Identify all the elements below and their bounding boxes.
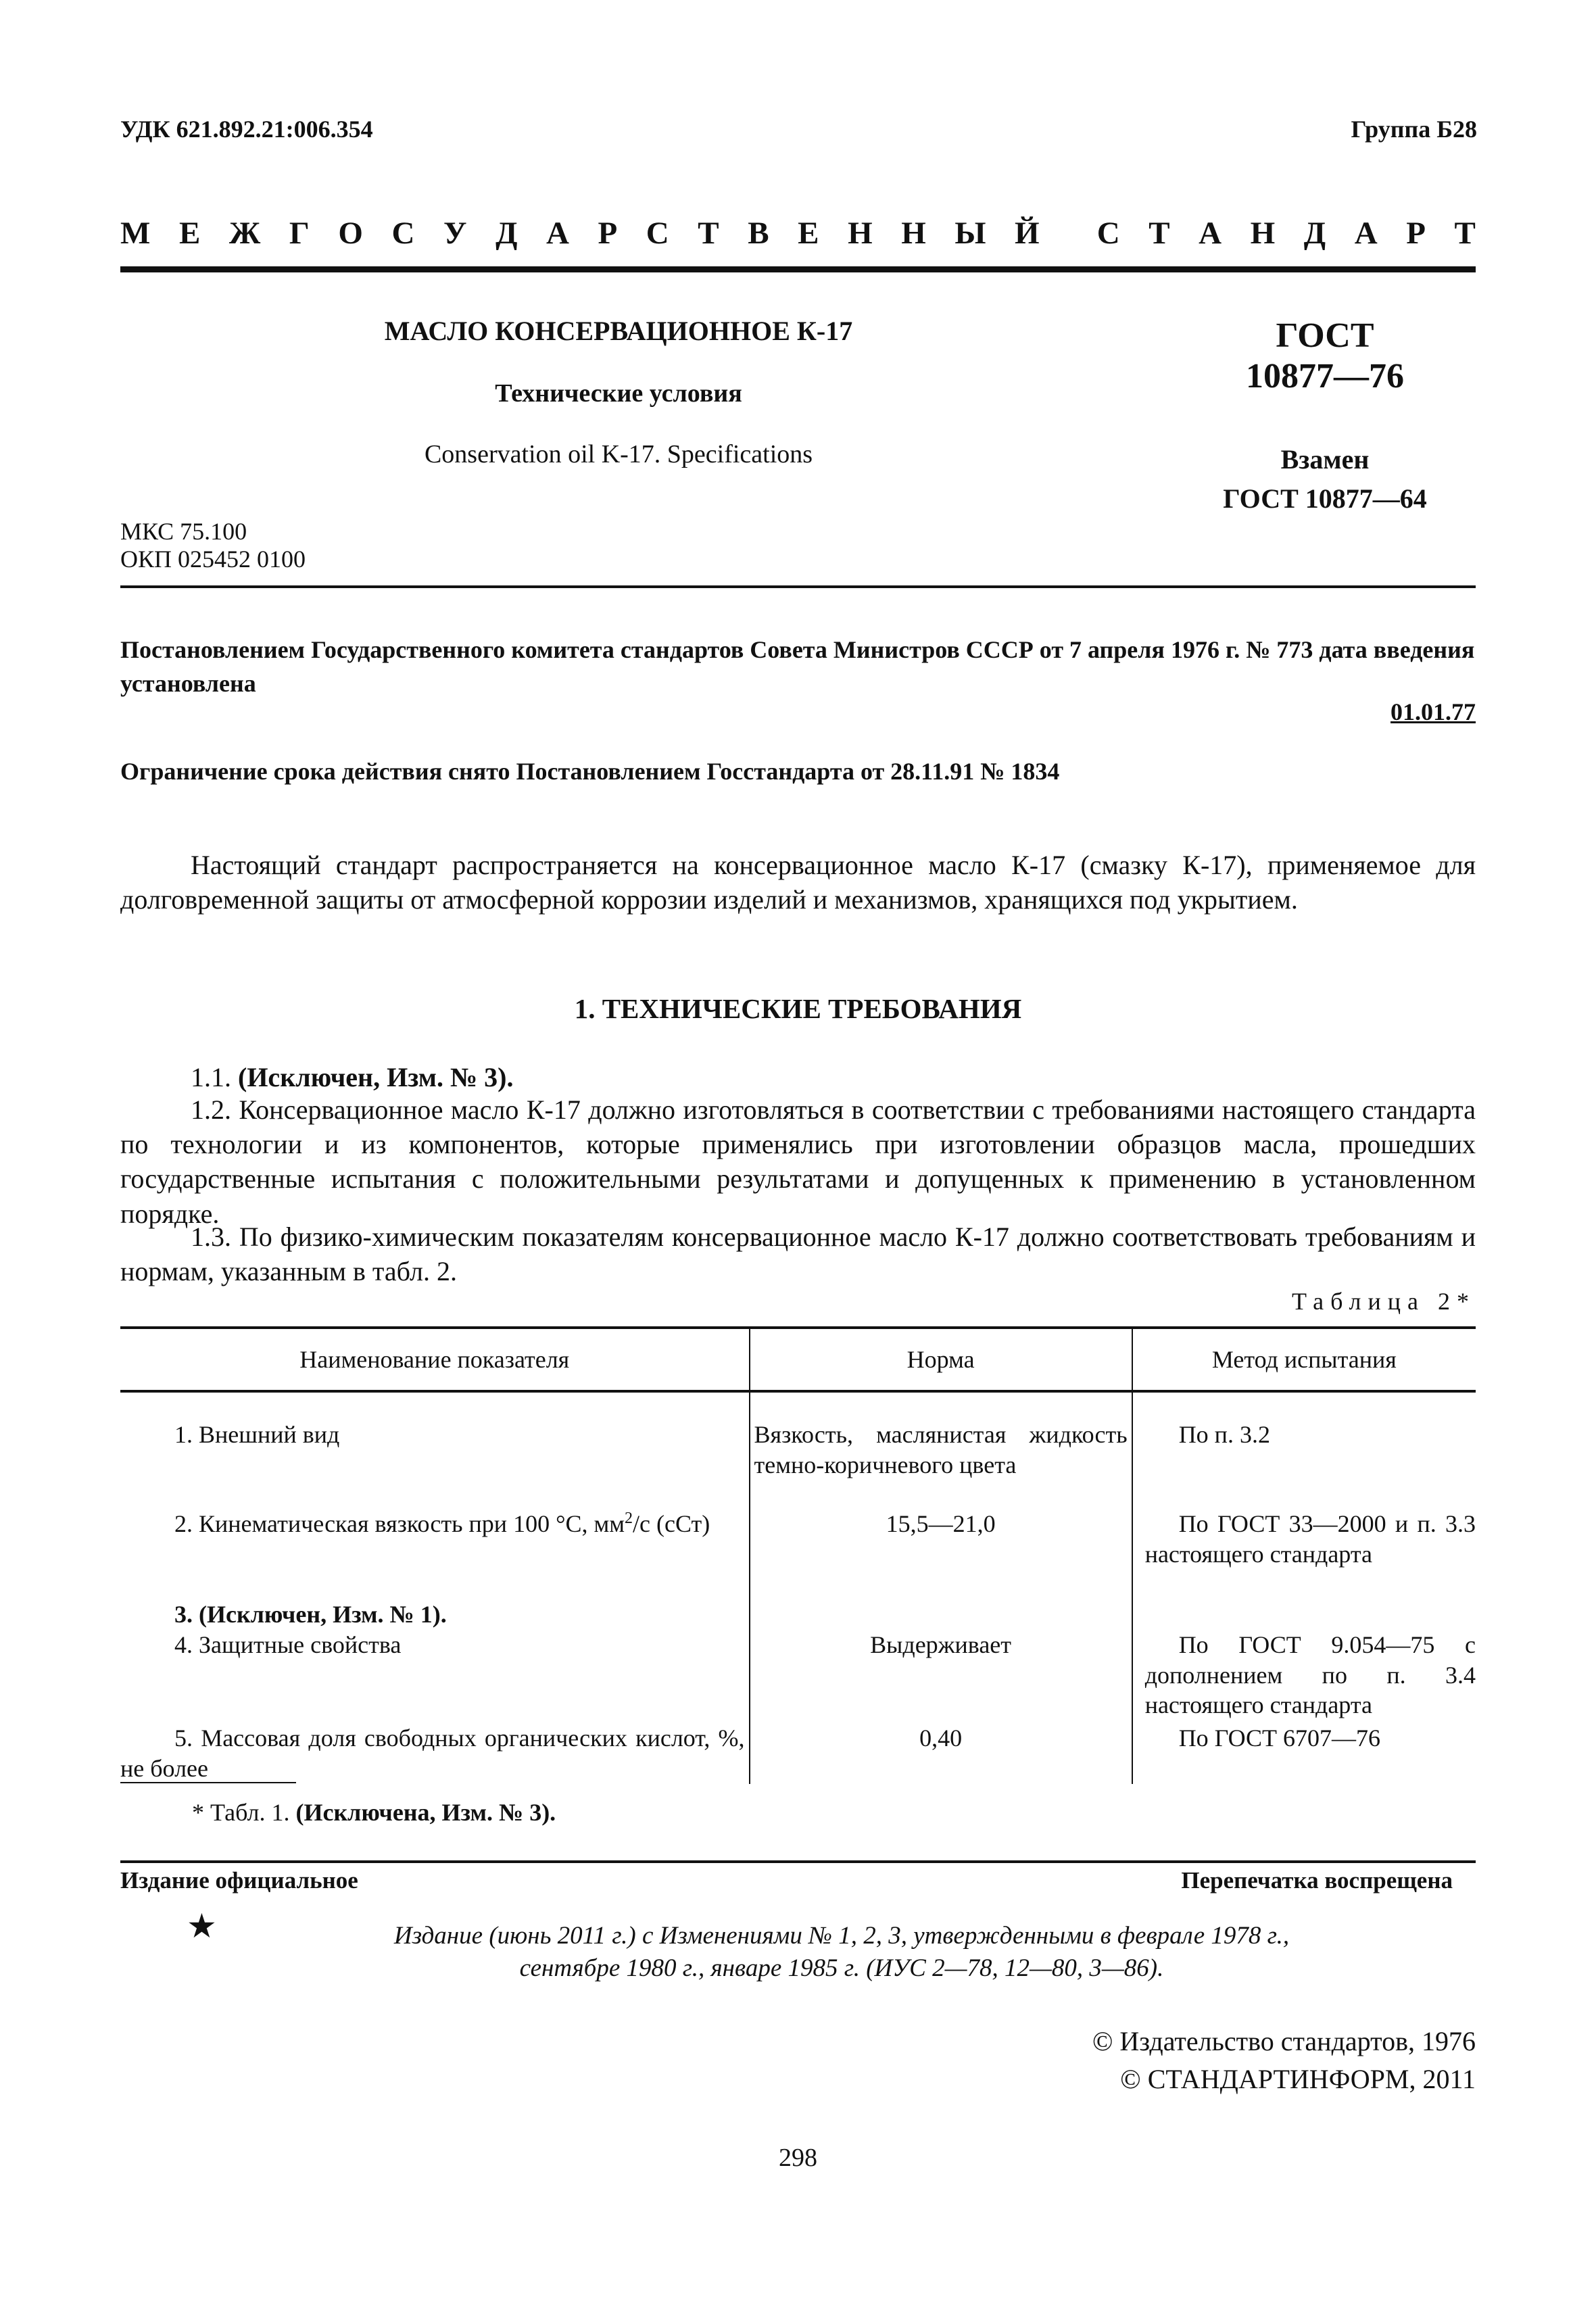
banner-letter: Н (1250, 216, 1276, 251)
specification-table (120, 1326, 1476, 1784)
banner-letter: У (443, 216, 467, 251)
banner-letter: С (391, 216, 415, 251)
classification-codes (120, 518, 306, 574)
banner-letter: Д (495, 216, 518, 251)
udk-code: УДК 621.892.21:006.354 (120, 116, 373, 143)
row-norm: 15,5—21,0 (750, 1509, 1132, 1599)
page-number: 298 (779, 2144, 817, 2172)
column-header-method: Метод испытания (1132, 1328, 1476, 1391)
copyright-2011: © СТАНДАРТИНФОРМ, 2011 (1120, 2064, 1476, 2094)
row-method: По ГОСТ 9.054—75 с дополнением по п. 3.4 настоящего стандарта (1144, 1631, 1476, 1719)
row-method (1132, 1599, 1476, 1630)
banner-letter: Й (1015, 216, 1040, 251)
banner-letter: Г (289, 216, 310, 251)
column-header-norm: Норма (750, 1328, 1132, 1391)
footer-rule (120, 1860, 1476, 1863)
official-edition-label: Издание официальное (120, 1867, 358, 1893)
banner-letter: М (120, 216, 151, 251)
copyright-1976: © Издательство стандартов, 1976 (1092, 2026, 1476, 2056)
star-icon: ★ (187, 1907, 217, 1945)
row-norm: 0,40 (750, 1723, 1132, 1784)
banner-letter: А (1199, 216, 1222, 251)
replaces-gost: ГОСТ 10877—64 (1223, 483, 1427, 514)
table-footnote: * Табл. 1. (Исключена, Изм. № 3). (192, 1799, 556, 1826)
clause-1-1-text: (Исключен, Изм. № 3). (238, 1062, 514, 1092)
group-code: Группа Б28 (1351, 116, 1477, 143)
gost-label: ГОСТ (1276, 316, 1374, 355)
row-norm (750, 1599, 1132, 1630)
banner-letter: Р (1406, 216, 1426, 251)
banner-letter: С (1096, 216, 1120, 251)
row-indicator: 2. Кинематическая вязкость при 100 °С, $мм^2/с$ (сСт) (174, 1510, 710, 1537)
footnote-rule (120, 1782, 296, 1783)
table-row (120, 1599, 1476, 1630)
standard-subtitle: Технические условия (495, 379, 742, 408)
clause-number: 1.1. (191, 1062, 231, 1092)
table-row (120, 1630, 1476, 1723)
row-method: По п. 3.2 (1178, 1421, 1270, 1448)
banner-letter: Ы (954, 216, 986, 251)
banner-letter: В (748, 216, 769, 251)
edition-note: Издание (июнь 2011 г.) с Изменениями № 1, 2, 3, утвержденными в феврале 1978 г., сентябре 1980 г., январе 1985 г. (ИУС 2—78, 12—80, 3—86). (393, 1922, 1290, 1983)
banner-letter: О (338, 216, 363, 251)
banner-letter: Д (1303, 216, 1326, 251)
row-indicator: 3. (Исключен, Изм. № 1). (174, 1601, 447, 1628)
limitation-notice: Ограничение срока действия снято Постановлением Госстандарта от 28.11.91 № 1834 (120, 758, 1060, 785)
introduction-date: 01.01.77 (1391, 698, 1476, 725)
section-heading: 1. ТЕХНИЧЕСКИЕ ТРЕБОВАНИЯ (574, 993, 1022, 1024)
banner-letter: Р (598, 216, 618, 251)
row-norm: Выдерживает (750, 1630, 1132, 1723)
banner-letter: С (646, 216, 669, 251)
standard-title: МАСЛО КОНСЕРВАЦИОННОЕ К-17 (384, 316, 853, 346)
banner-letter: Ж (228, 216, 261, 251)
banner-letter: Н (848, 216, 873, 251)
decree-text: Постановлением Государственного комитета стандартов Совета Министров СССР от 7 апреля 1976 г. № 773 дата введения установлена (120, 636, 1475, 698)
banner-rule (120, 266, 1476, 272)
row-indicator: 1. Внешний вид (174, 1421, 340, 1448)
mks-code: МКС 75.100 (120, 518, 247, 545)
table-row (120, 1420, 1476, 1509)
column-header-indicator: Наименование показателя (120, 1328, 750, 1391)
interstate-standard-banner (120, 215, 1476, 251)
table-spacer-row (120, 1391, 1476, 1420)
reprint-prohibited-label: Перепечатка воспрещена (1181, 1867, 1453, 1893)
table-caption: Таблица 2* (1292, 1288, 1476, 1315)
row-indicator: 5. Массовая доля свободных органических кислот, %, не более (120, 1724, 745, 1782)
banner-letter: Е (798, 216, 819, 251)
clause-1-1 (120, 1060, 1476, 1094)
table-row (120, 1509, 1476, 1599)
row-method: По ГОСТ 6707—76 (1178, 1724, 1381, 1752)
title-block-rule (120, 585, 1476, 588)
banner-letter: Н (901, 216, 926, 251)
gost-number: 10877—76 (1246, 357, 1404, 395)
banner-letter: Т (698, 216, 719, 251)
clause-1-2: 1.2. Консервационное масло К-17 должно изготовляться в соответствии с требованиями настоящего стандарта по технологии и из компонентов, которые применялись при изготовлении образцов масла, прошедших государственные испытания с положительными результатами и допущенных к применению в установленном порядке. (120, 1094, 1476, 1229)
table-row (120, 1723, 1476, 1784)
banner-letter: Т (1148, 216, 1170, 251)
banner-letter: Е (178, 216, 201, 251)
replaces-label: Взамен (1280, 444, 1370, 475)
banner-letter: А (546, 216, 569, 251)
row-method: По ГОСТ 33—2000 и п. 3.3 настоящего стандарта (1144, 1510, 1476, 1568)
banner-letter: Т (1454, 216, 1476, 251)
scope-paragraph: Настоящий стандарт распространяется на консервационное масло К-17 (смазку К-17), применяемое для долговременной защиты от атмосферной коррозии изделий и механизмов, хранящихся под укрытием. (120, 850, 1476, 915)
standard-english-title: Conservation oil K-17. Specifications (424, 440, 813, 468)
banner-letter: А (1354, 216, 1378, 251)
clause-1-3: 1.3. По физико-химическим показателям консервационное масло К-17 должно соответствовать требованиям и нормам, указанным в табл. 2. (120, 1222, 1476, 1287)
table-header-row (120, 1328, 1476, 1391)
row-indicator: 4. Защитные свойства (174, 1631, 402, 1658)
row-norm: Вязкость, маслянистая жидкость темно-коричневого цвета (750, 1420, 1132, 1509)
okp-code: ОКП 025452 0100 (120, 546, 306, 573)
